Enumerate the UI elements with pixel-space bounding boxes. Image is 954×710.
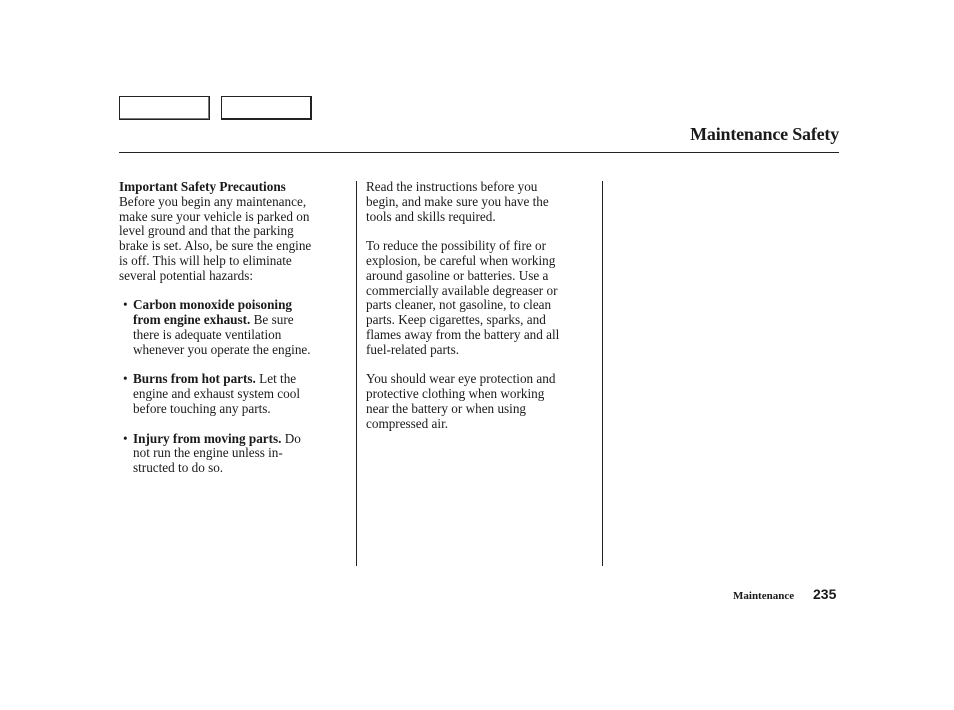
title-rule (119, 152, 839, 153)
hazard-term: Injury from moving parts. (133, 430, 282, 446)
hazard-list-item (119, 372, 349, 416)
hazard-line (133, 387, 349, 402)
paragraph-line: explosion, be careful when working (366, 252, 556, 268)
paragraph-line: You should wear eye protection and (366, 371, 556, 387)
text-column-right (366, 180, 596, 446)
hazard-description: whenever you operate the engine. (133, 341, 311, 357)
intro-text (119, 195, 349, 284)
hazard-description: engine and exhaust system cool (133, 386, 301, 402)
bullet-symbol: • (123, 371, 128, 387)
page-number: 235 (813, 586, 837, 602)
intro-paragraph (119, 180, 349, 284)
hazard-term: from engine exhaust. (133, 312, 251, 328)
paragraph-line: fuel-related parts. (366, 341, 459, 357)
paragraph-line: Read the instructions before you (366, 179, 538, 194)
paragraph-line: begin, and make sure you have the (366, 193, 549, 209)
hazard-line (133, 432, 349, 447)
hazard-line (133, 313, 349, 328)
column-divider-left (356, 181, 357, 566)
hazard-line (133, 343, 349, 358)
hazard-line (133, 446, 349, 461)
hazard-term: Burns from hot parts. (133, 371, 256, 387)
column-divider-right (602, 181, 603, 566)
hazard-line (133, 372, 349, 387)
intro-line: is off. This will help to eliminate (119, 252, 292, 268)
footer-section-label: Maintenance (733, 590, 795, 602)
hazard-line (133, 298, 349, 313)
intro-line: Before you begin any maintenance, (119, 193, 307, 209)
page-title: Maintenance Safety (690, 124, 839, 144)
hazard-description: Do (281, 430, 301, 446)
intro-line: several potential hazards: (119, 267, 254, 283)
hazard-description: there is adequate ventilation (133, 326, 282, 342)
instruction-paragraph (366, 239, 596, 357)
paragraph-line: parts. Keep cigarettes, sparks, and (366, 312, 546, 328)
hazard-description: Let the (255, 371, 297, 387)
paragraph-line: commercially available degreaser or (366, 282, 558, 298)
intro-line: make sure your vehicle is parked on (119, 208, 310, 224)
paragraph-line: near the battery or when using (366, 400, 527, 416)
hazard-line (133, 461, 349, 476)
paragraph-line: parts cleaner, not gasoline, to clean (366, 297, 552, 313)
bullet-symbol: • (123, 297, 128, 313)
nav-button-previous[interactable] (119, 96, 210, 120)
hazard-description: Be sure (250, 312, 294, 328)
hazard-description: before touching any parts. (133, 400, 271, 416)
text-column-left (119, 180, 349, 491)
hazard-term: Carbon monoxide poisoning (133, 297, 293, 313)
bullet-symbol: • (123, 430, 128, 446)
instruction-paragraph (366, 180, 596, 224)
hazard-list-item (119, 298, 349, 357)
paragraph-line: flames away from the battery and all (366, 326, 560, 342)
paragraph-line: compressed air. (366, 415, 449, 431)
paragraph-line: To reduce the possibility of fire or (366, 238, 546, 254)
instruction-paragraph (366, 372, 596, 431)
hazard-line (133, 328, 349, 343)
intro-line: brake is set. Also, be sure the engine (119, 238, 312, 254)
hazard-line (133, 402, 349, 417)
hazard-list (119, 298, 349, 476)
hazard-description: not run the engine unless in- (133, 445, 283, 461)
hazard-list-item (119, 432, 349, 476)
paragraph-line: protective clothing when working (366, 386, 545, 402)
intro-line: level ground and that the parking (119, 223, 294, 239)
nav-button-next[interactable] (221, 96, 312, 120)
paragraph-line: tools and skills required. (366, 208, 496, 224)
hazard-description: structed to do so. (133, 460, 224, 476)
paragraph-line: around gasoline or batteries. Use a (366, 267, 549, 283)
section-heading: Important Safety Precautions (119, 179, 286, 194)
